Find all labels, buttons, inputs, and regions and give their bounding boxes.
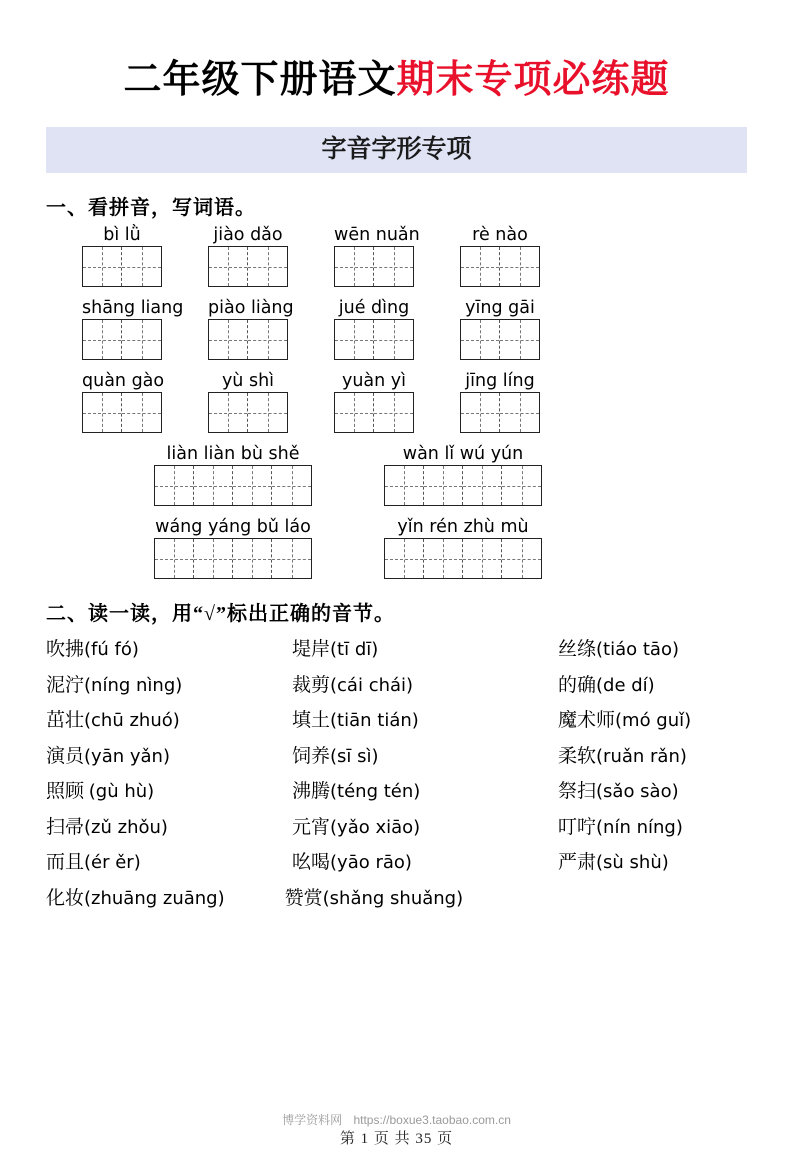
tianzige-cell[interactable] [83,393,122,432]
tianzige-cell[interactable] [502,539,541,578]
section-banner: 字音字形专项 [46,127,747,173]
choice-word: 魔术师 [558,710,616,731]
tianzige-answer-box[interactable] [154,538,312,579]
choice-options[interactable]: (zǔ zhǒu) [84,816,168,838]
choice-word: 严肃 [558,852,597,873]
tianzige-cell[interactable] [248,247,287,286]
pinyin-label: liàn liàn bù shě [166,444,300,464]
tianzige-answer-box[interactable] [460,246,540,287]
choice-item[interactable] [46,847,246,874]
pinyin-grid-row [46,516,747,579]
choice-item[interactable] [292,670,492,697]
choice-row [46,883,747,910]
tianzige-cell[interactable] [209,320,248,359]
tianzige-answer-box[interactable] [460,319,540,360]
word-answer-group [460,297,540,360]
choice-item[interactable] [285,883,464,910]
watermark-right-text: https://boxue3.taobao.com.cn [353,1113,511,1127]
choice-word: 演员 [46,745,85,767]
watermark [0,1111,793,1128]
pinyin-grid-section [0,224,793,579]
tianzige-cell[interactable] [500,247,539,286]
choice-item[interactable] [46,812,246,839]
tianzige-cell[interactable] [122,320,161,359]
word-answer-group [154,443,312,506]
pinyin-label: yīng gāi [465,298,535,318]
tianzige-answer-box[interactable] [334,246,414,287]
choice-options[interactable]: (níng nìng) [84,674,183,696]
pronunciation-choice-section [0,634,793,910]
tianzige-cell[interactable] [424,539,463,578]
tianzige-cell[interactable] [209,393,248,432]
tianzige-cell[interactable] [233,466,272,505]
choice-options[interactable]: (zhuāng zuāng) [84,887,225,909]
word-answer-group [334,297,414,360]
pinyin-grid-row [46,224,747,287]
tianzige-cell[interactable] [209,247,248,286]
tianzige-cell[interactable] [83,247,122,286]
tianzige-cell[interactable] [233,539,272,578]
pinyin-label: yǐn rén zhù mù [397,517,529,537]
tianzige-cell[interactable] [374,247,413,286]
choice-options[interactable]: (shǎng shuǎng) [322,887,464,909]
choice-options[interactable]: (gù hù) [88,781,155,802]
choice-item[interactable] [46,670,246,697]
tianzige-cell[interactable] [385,466,424,505]
tianzige-answer-box[interactable] [460,392,540,433]
choice-item[interactable] [46,883,225,910]
choice-word: 元宵 [292,816,331,838]
tianzige-cell[interactable] [272,539,311,578]
tianzige-answer-box[interactable] [208,246,288,287]
choice-word: 而且 [46,852,85,873]
tianzige-cell[interactable] [424,466,463,505]
choice-row [46,776,747,803]
choice-options[interactable]: (yān yǎn) [84,745,170,767]
choice-item[interactable] [292,705,492,732]
choice-word: 照顾 [46,781,89,802]
word-answer-group [460,370,540,433]
tianzige-cell[interactable] [463,539,502,578]
tianzige-cell[interactable] [335,320,374,359]
choice-options[interactable]: (cái chái) [330,674,414,696]
choice-word: 裁剪 [292,674,331,696]
choice-word: 叮咛 [558,816,597,838]
tianzige-cell[interactable] [272,466,311,505]
choice-row [46,705,747,732]
pinyin-label: quàn gào [82,371,165,391]
tianzige-cell[interactable] [194,466,233,505]
choice-word: 沸腾 [292,781,331,802]
tianzige-answer-box[interactable] [154,465,312,506]
tianzige-cell[interactable] [461,393,500,432]
choice-options[interactable]: (tī dī) [330,639,379,660]
word-answer-group [334,224,420,287]
choice-options[interactable]: (chū zhuó) [84,710,180,731]
tianzige-cell[interactable] [83,320,122,359]
tianzige-cell[interactable] [155,539,194,578]
pinyin-label: jué dìng [338,298,410,318]
choice-item[interactable] [292,776,492,803]
choice-item[interactable] [46,776,246,803]
choice-options[interactable]: (yǎo xiāo) [330,816,421,838]
choice-options[interactable]: (sī sì) [330,745,379,767]
choice-item[interactable] [292,847,492,874]
exercise-2-heading: 二、读一读，用“√”标出正确的音节。 [46,603,395,625]
tianzige-answer-box[interactable] [334,319,414,360]
choice-item[interactable] [558,741,687,768]
tianzige-cell[interactable] [461,320,500,359]
choice-row [46,741,747,768]
choice-word: 泥泞 [46,674,85,696]
choice-word: 丝绦 [558,639,597,660]
word-answer-group [208,370,288,433]
pinyin-label: wáng yáng bǔ láo [155,517,311,537]
page-number: 第 1 页 共 35 页 [339,1131,454,1147]
word-answer-group [208,297,294,360]
tianzige-cell[interactable] [502,466,541,505]
choice-item[interactable] [46,741,246,768]
pinyin-label: yù shì [221,371,275,391]
choice-word: 茁壮 [46,710,85,731]
tianzige-answer-box[interactable] [384,538,542,579]
choice-word: 吹拂 [46,639,85,660]
choice-options[interactable]: (fú fó) [84,639,139,660]
pinyin-label: piào liàng [208,298,294,318]
tianzige-answer-box[interactable] [82,246,162,287]
tianzige-cell[interactable] [248,393,287,432]
choice-item[interactable] [292,741,492,768]
word-answer-group [82,370,165,433]
choice-options[interactable]: (nín níng) [596,816,683,838]
choice-word: 饲养 [292,745,331,767]
choice-item[interactable] [558,847,669,874]
choice-options[interactable]: (mó guǐ) [615,710,692,731]
tianzige-cell[interactable] [385,539,424,578]
choice-row [46,847,747,874]
choice-word: 堤岸 [292,639,331,660]
pinyin-label: jīng líng [465,371,535,391]
pinyin-label: wàn lǐ wú yún [402,444,524,464]
word-answer-group [384,516,542,579]
tianzige-cell[interactable] [122,247,161,286]
worksheet-page [0,48,793,1170]
choice-row [46,812,747,839]
word-answer-group [82,224,162,287]
pinyin-label: yuàn yì [341,371,407,391]
tianzige-answer-box[interactable] [384,465,542,506]
choice-row [46,634,747,661]
tianzige-answer-box[interactable] [208,392,288,433]
choice-options[interactable]: (de dí) [596,674,655,696]
choice-word: 化妆 [46,887,85,909]
choice-word: 吆喝 [292,852,331,873]
tianzige-answer-box[interactable] [334,392,414,433]
choice-options[interactable]: (tiān tián) [330,710,419,731]
choice-word: 祭扫 [558,781,597,802]
tianzige-cell[interactable] [122,393,161,432]
word-answer-group [208,224,288,287]
tianzige-cell[interactable] [461,247,500,286]
tianzige-cell[interactable] [194,539,233,578]
choice-options[interactable]: (sǎo sào) [596,781,679,802]
word-answer-group [334,370,414,433]
choice-options[interactable]: (téng tén) [330,781,421,802]
tianzige-cell[interactable] [155,466,194,505]
choice-item[interactable] [46,705,246,732]
choice-word: 赞赏 [284,887,323,909]
choice-item[interactable] [558,634,679,661]
tianzige-cell[interactable] [500,320,539,359]
choice-word: 填土 [292,710,331,731]
pinyin-label: bì lǜ [103,225,141,245]
choice-word: 扫帚 [46,816,85,838]
pinyin-label: jiào dǎo [213,225,283,245]
choice-options[interactable]: (yāo rāo) [330,852,412,873]
page-title-highlight: 期末专项必练题 [396,59,670,101]
tianzige-cell[interactable] [248,320,287,359]
tianzige-cell[interactable] [374,320,413,359]
exercise-1-heading: 一、看拼音，写词语。 [46,197,256,219]
tianzige-cell[interactable] [463,466,502,505]
word-answer-group [460,224,540,287]
choice-options[interactable]: (tiáo tāo) [596,639,679,660]
choice-options[interactable]: (ér ěr) [84,852,141,873]
choice-item[interactable] [46,634,246,661]
choice-item[interactable] [558,812,683,839]
word-answer-group [82,297,184,360]
choice-options[interactable]: (ruǎn rǎn) [596,745,687,767]
word-answer-group [154,516,312,579]
pinyin-label: rè nào [472,225,528,245]
choice-options[interactable]: (sù shù) [596,852,669,873]
choice-item[interactable] [558,670,655,697]
tianzige-cell[interactable] [500,393,539,432]
choice-item[interactable] [558,776,679,803]
watermark-left-text: 博学资料网 [282,1113,343,1127]
pinyin-grid-row [46,443,747,506]
choice-item[interactable] [292,812,492,839]
tianzige-cell[interactable] [374,393,413,432]
pinyin-label: wēn nuǎn [334,225,420,245]
tianzige-answer-box[interactable] [82,392,162,433]
pinyin-grid-row [46,370,747,433]
choice-item[interactable] [558,705,691,732]
tianzige-cell[interactable] [335,393,374,432]
page-title [0,48,793,103]
pinyin-label: shāng liang [82,298,184,318]
pinyin-grid-row [46,297,747,360]
choice-word: 的确 [558,674,597,696]
tianzige-answer-box[interactable] [208,319,288,360]
tianzige-answer-box[interactable] [82,319,162,360]
word-answer-group [384,443,542,506]
tianzige-cell[interactable] [335,247,374,286]
choice-item[interactable] [292,634,492,661]
page-title-primary: 二年级下册语文 [123,59,397,101]
choice-row [46,670,747,697]
choice-word: 柔软 [558,745,597,767]
